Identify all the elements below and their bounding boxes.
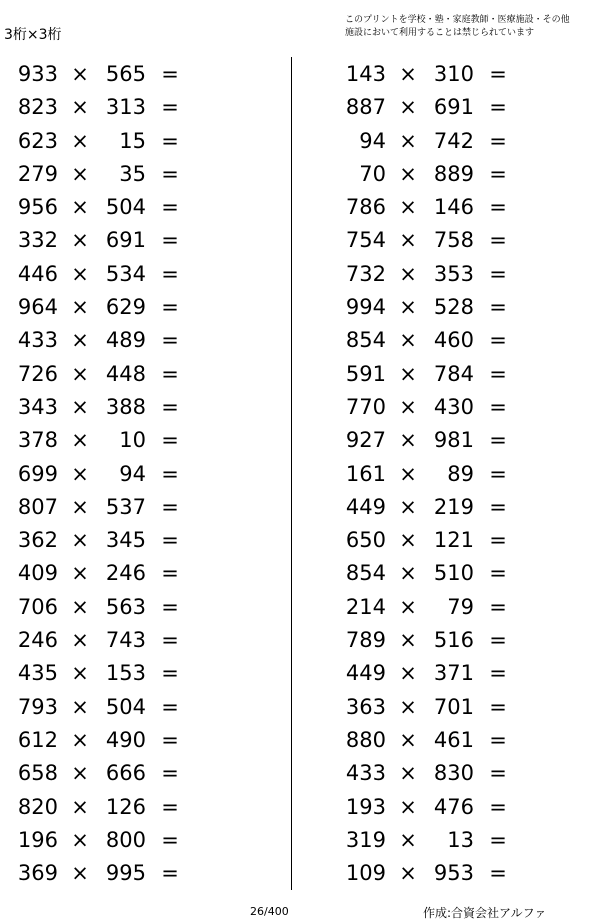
author-credit: 作成:合資会社アルファ <box>423 906 547 920</box>
equals-sign: = <box>161 95 179 120</box>
times-sign: × <box>71 494 89 519</box>
times-sign: × <box>71 528 89 553</box>
multiplicand: 933 <box>17 62 58 86</box>
multiplicand: 823 <box>17 95 58 120</box>
times-sign: × <box>71 62 89 86</box>
multiplier: 126 <box>105 794 146 819</box>
problem-row <box>328 457 612 490</box>
multiplier: 742 <box>433 128 474 153</box>
multiplier: 153 <box>105 661 146 686</box>
problem-row <box>0 357 290 390</box>
times-sign: × <box>71 461 89 486</box>
problem-row <box>328 223 612 256</box>
problem-row <box>328 190 612 223</box>
equals-sign: = <box>161 561 179 586</box>
problem-row <box>0 257 290 290</box>
equals-sign: = <box>161 761 179 786</box>
times-sign: × <box>71 761 89 786</box>
times-sign: × <box>399 161 417 186</box>
times-sign: × <box>399 561 417 586</box>
multiplier: 784 <box>433 361 474 386</box>
multiplier: 219 <box>433 494 474 519</box>
multiplicand: 612 <box>17 727 58 752</box>
problem-row <box>0 457 290 490</box>
equals-sign: = <box>161 528 179 553</box>
multiplier: 691 <box>105 228 146 253</box>
times-sign: × <box>71 95 89 120</box>
equals-sign: = <box>161 62 179 86</box>
problem-row <box>0 490 290 523</box>
times-sign: × <box>399 195 417 220</box>
equals-sign: = <box>161 128 179 153</box>
multiplier: 476 <box>433 794 474 819</box>
times-sign: × <box>399 62 417 86</box>
multiplicand: 363 <box>345 694 386 719</box>
multiplier: 246 <box>105 561 146 586</box>
multiplicand: 754 <box>345 228 386 253</box>
multiplicand: 732 <box>345 261 386 286</box>
multiplicand: 726 <box>17 361 58 386</box>
times-sign: × <box>71 727 89 752</box>
multiplicand: 369 <box>17 861 58 886</box>
equals-sign: = <box>489 661 507 686</box>
equals-sign: = <box>489 228 507 253</box>
multiplier: 388 <box>105 394 146 419</box>
equals-sign: = <box>489 361 507 386</box>
equals-sign: = <box>489 62 507 86</box>
times-sign: × <box>71 594 89 619</box>
problem-row <box>0 656 290 689</box>
times-sign: × <box>399 328 417 353</box>
multiplicand: 94 <box>359 128 386 153</box>
times-sign: × <box>399 628 417 653</box>
times-sign: × <box>71 361 89 386</box>
equals-sign: = <box>489 528 507 553</box>
multiplier: 528 <box>433 295 474 320</box>
times-sign: × <box>399 295 417 320</box>
equals-sign: = <box>161 428 179 453</box>
problem-row <box>328 823 612 856</box>
multiplier: 504 <box>105 195 146 220</box>
column-divider <box>291 57 292 890</box>
equals-sign: = <box>489 428 507 453</box>
equals-sign: = <box>489 394 507 419</box>
times-sign: × <box>71 394 89 419</box>
multiplier: 371 <box>433 661 474 686</box>
multiplicand: 820 <box>17 794 58 819</box>
problem-row <box>328 656 612 689</box>
equals-sign: = <box>489 761 507 786</box>
problem-row <box>0 756 290 789</box>
multiplicand: 214 <box>345 594 386 619</box>
problem-row <box>328 390 612 423</box>
problem-row <box>0 390 290 423</box>
multiplier: 13 <box>447 827 474 852</box>
equals-sign: = <box>161 827 179 852</box>
multiplier: 310 <box>433 62 474 86</box>
multiplier: 666 <box>105 761 146 786</box>
problem-row <box>0 290 290 323</box>
equals-sign: = <box>161 628 179 653</box>
multiplicand: 793 <box>17 694 58 719</box>
multiplicand: 332 <box>17 228 58 253</box>
multiplier: 460 <box>433 328 474 353</box>
multiplier: 563 <box>105 594 146 619</box>
equals-sign: = <box>489 794 507 819</box>
multiplicand: 279 <box>17 161 58 186</box>
problem-row <box>328 623 612 656</box>
times-sign: × <box>71 295 89 320</box>
equals-sign: = <box>489 295 507 320</box>
multiplier: 800 <box>105 827 146 852</box>
multiplier: 79 <box>447 594 474 619</box>
multiplier: 10 <box>119 428 146 453</box>
problem-row <box>328 290 612 323</box>
problem-row <box>328 124 612 157</box>
multiplier: 89 <box>447 461 474 486</box>
multiplicand: 196 <box>17 827 58 852</box>
multiplier: 430 <box>433 394 474 419</box>
equals-sign: = <box>161 494 179 519</box>
multiplicand: 786 <box>345 195 386 220</box>
problem-row <box>0 856 290 889</box>
equals-sign: = <box>161 228 179 253</box>
times-sign: × <box>71 794 89 819</box>
multiplicand: 854 <box>345 561 386 586</box>
times-sign: × <box>71 128 89 153</box>
times-sign: × <box>71 328 89 353</box>
multiplier: 353 <box>433 261 474 286</box>
equals-sign: = <box>489 95 507 120</box>
equals-sign: = <box>161 394 179 419</box>
times-sign: × <box>399 727 417 752</box>
times-sign: × <box>399 794 417 819</box>
left-problem-column <box>0 57 290 889</box>
multiplier: 701 <box>433 694 474 719</box>
multiplicand: 854 <box>345 328 386 353</box>
problem-row <box>0 823 290 856</box>
multiplicand: 591 <box>345 361 386 386</box>
multiplier: 516 <box>433 628 474 653</box>
equals-sign: = <box>489 827 507 852</box>
right-problem-column <box>328 57 612 889</box>
problem-row <box>328 556 612 589</box>
multiplier: 448 <box>105 361 146 386</box>
problem-row <box>0 790 290 823</box>
multiplicand: 433 <box>17 328 58 353</box>
times-sign: × <box>399 861 417 886</box>
problem-row <box>328 723 612 756</box>
times-sign: × <box>71 628 89 653</box>
problem-row <box>328 257 612 290</box>
multiplicand: 956 <box>17 195 58 220</box>
equals-sign: = <box>161 295 179 320</box>
problem-row <box>328 590 612 623</box>
multiplicand: 880 <box>345 727 386 752</box>
multiplier: 889 <box>433 161 474 186</box>
equals-sign: = <box>489 461 507 486</box>
equals-sign: = <box>489 161 507 186</box>
problem-row <box>328 756 612 789</box>
multiplicand: 449 <box>345 661 386 686</box>
problem-row <box>0 57 290 90</box>
equals-sign: = <box>161 794 179 819</box>
times-sign: × <box>399 761 417 786</box>
problem-row <box>0 723 290 756</box>
problem-row <box>328 690 612 723</box>
problem-row <box>328 790 612 823</box>
multiplier: 953 <box>433 861 474 886</box>
equals-sign: = <box>161 661 179 686</box>
times-sign: × <box>71 228 89 253</box>
multiplier: 461 <box>433 727 474 752</box>
multiplier: 35 <box>119 161 146 186</box>
problem-row <box>328 523 612 556</box>
times-sign: × <box>399 461 417 486</box>
equals-sign: = <box>161 161 179 186</box>
multiplicand: 435 <box>17 661 58 686</box>
multiplier: 146 <box>433 195 474 220</box>
times-sign: × <box>71 694 89 719</box>
multiplier: 743 <box>105 628 146 653</box>
problem-row <box>0 590 290 623</box>
multiplicand: 433 <box>345 761 386 786</box>
times-sign: × <box>399 128 417 153</box>
times-sign: × <box>399 827 417 852</box>
multiplicand: 409 <box>17 561 58 586</box>
times-sign: × <box>399 494 417 519</box>
multiplier: 830 <box>433 761 474 786</box>
problem-row <box>0 190 290 223</box>
multiplier: 995 <box>105 861 146 886</box>
multiplier: 345 <box>105 528 146 553</box>
times-sign: × <box>399 261 417 286</box>
multiplier: 534 <box>105 261 146 286</box>
multiplicand: 446 <box>17 261 58 286</box>
multiplicand: 887 <box>345 95 386 120</box>
worksheet-title: 3桁×3桁 <box>4 27 62 43</box>
equals-sign: = <box>489 727 507 752</box>
times-sign: × <box>399 594 417 619</box>
problem-row <box>0 124 290 157</box>
problem-row <box>0 556 290 589</box>
equals-sign: = <box>161 861 179 886</box>
times-sign: × <box>71 661 89 686</box>
multiplier: 510 <box>433 561 474 586</box>
multiplier: 313 <box>105 95 146 120</box>
multiplier: 121 <box>433 528 474 553</box>
multiplicand: 319 <box>345 827 386 852</box>
multiplier: 504 <box>105 694 146 719</box>
times-sign: × <box>399 694 417 719</box>
equals-sign: = <box>489 861 507 886</box>
multiplicand: 70 <box>359 161 386 186</box>
equals-sign: = <box>489 561 507 586</box>
usage-notice-line-2: 施設において利用することは禁じられています <box>345 28 535 38</box>
problem-row <box>328 323 612 356</box>
multiplier: 691 <box>433 95 474 120</box>
multiplicand: 927 <box>345 428 386 453</box>
times-sign: × <box>399 228 417 253</box>
multiplier: 15 <box>119 128 146 153</box>
times-sign: × <box>399 361 417 386</box>
page-number: 26/400 <box>250 905 289 918</box>
equals-sign: = <box>489 328 507 353</box>
multiplicand: 789 <box>345 628 386 653</box>
problem-row <box>328 90 612 123</box>
problem-row <box>0 623 290 656</box>
multiplier: 537 <box>105 494 146 519</box>
multiplicand: 770 <box>345 394 386 419</box>
equals-sign: = <box>161 727 179 752</box>
usage-notice-line-1: このプリントを学校・塾・家庭教師・医療施設・その他 <box>345 15 570 25</box>
equals-sign: = <box>489 195 507 220</box>
equals-sign: = <box>489 694 507 719</box>
equals-sign: = <box>161 328 179 353</box>
multiplicand: 658 <box>17 761 58 786</box>
multiplier: 490 <box>105 727 146 752</box>
multiplicand: 699 <box>17 461 58 486</box>
problem-row <box>328 423 612 456</box>
multiplier: 489 <box>105 328 146 353</box>
multiplicand: 161 <box>345 461 386 486</box>
multiplicand: 362 <box>17 528 58 553</box>
problem-row <box>328 357 612 390</box>
problem-row <box>328 157 612 190</box>
problem-row <box>0 223 290 256</box>
problem-row <box>0 423 290 456</box>
equals-sign: = <box>161 195 179 220</box>
multiplicand: 378 <box>17 428 58 453</box>
problem-row <box>0 323 290 356</box>
times-sign: × <box>399 528 417 553</box>
equals-sign: = <box>161 694 179 719</box>
multiplicand: 650 <box>345 528 386 553</box>
equals-sign: = <box>161 361 179 386</box>
multiplicand: 623 <box>17 128 58 153</box>
times-sign: × <box>71 161 89 186</box>
times-sign: × <box>71 561 89 586</box>
multiplicand: 706 <box>17 594 58 619</box>
equals-sign: = <box>489 494 507 519</box>
problem-row <box>0 523 290 556</box>
multiplier: 629 <box>105 295 146 320</box>
equals-sign: = <box>161 261 179 286</box>
problem-row <box>0 90 290 123</box>
multiplier: 981 <box>433 428 474 453</box>
equals-sign: = <box>489 594 507 619</box>
multiplicand: 193 <box>345 794 386 819</box>
times-sign: × <box>71 428 89 453</box>
problem-row <box>0 157 290 190</box>
multiplicand: 343 <box>17 394 58 419</box>
multiplicand: 449 <box>345 494 386 519</box>
multiplicand: 807 <box>17 494 58 519</box>
multiplicand: 246 <box>17 628 58 653</box>
problem-row <box>328 57 612 90</box>
multiplicand: 964 <box>17 295 58 320</box>
equals-sign: = <box>489 261 507 286</box>
times-sign: × <box>71 261 89 286</box>
times-sign: × <box>71 195 89 220</box>
multiplicand: 994 <box>345 295 386 320</box>
equals-sign: = <box>161 594 179 619</box>
multiplicand: 143 <box>345 62 386 86</box>
multiplier: 565 <box>105 62 146 86</box>
multiplier: 758 <box>433 228 474 253</box>
times-sign: × <box>399 428 417 453</box>
equals-sign: = <box>489 628 507 653</box>
multiplier: 94 <box>119 461 146 486</box>
multiplicand: 109 <box>345 861 386 886</box>
equals-sign: = <box>161 461 179 486</box>
times-sign: × <box>71 827 89 852</box>
problem-row <box>328 856 612 889</box>
times-sign: × <box>399 661 417 686</box>
problem-row <box>328 490 612 523</box>
times-sign: × <box>71 861 89 886</box>
times-sign: × <box>399 394 417 419</box>
usage-notice <box>345 14 605 40</box>
times-sign: × <box>399 95 417 120</box>
equals-sign: = <box>489 128 507 153</box>
problem-row <box>0 690 290 723</box>
